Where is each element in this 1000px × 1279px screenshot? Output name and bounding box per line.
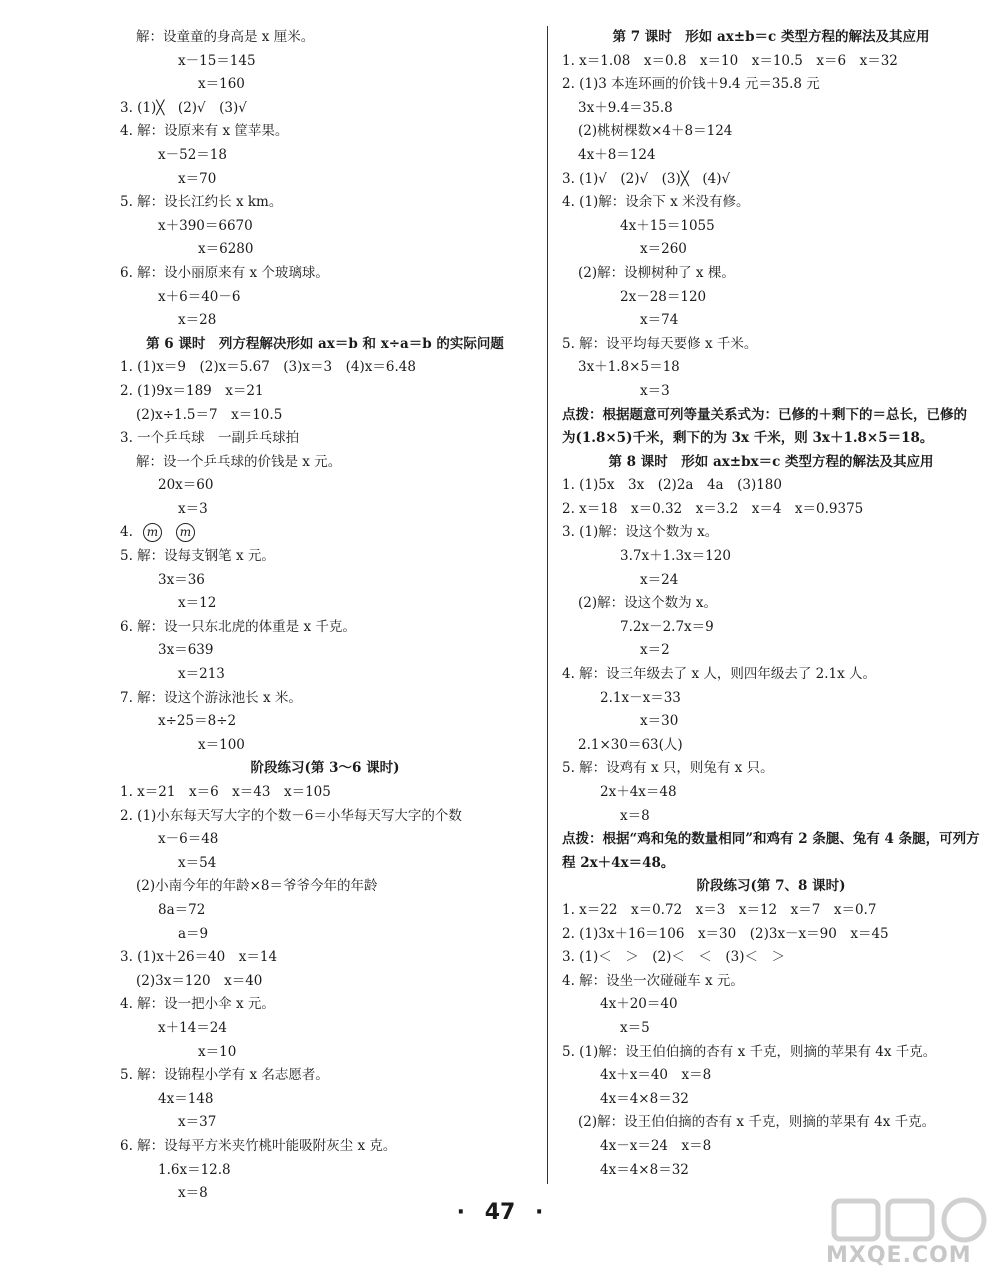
answer-line: 2. (1)9x＝189 x＝21 bbox=[120, 382, 264, 399]
answer-line: x＝6280 bbox=[198, 241, 254, 258]
page-dot-right: · bbox=[534, 1200, 544, 1225]
answer-line: 4x＝148 bbox=[158, 1090, 214, 1107]
answer-line: x＝160 bbox=[198, 76, 245, 93]
answer-line: (2)桃树棵数×4＋8＝124 bbox=[578, 123, 733, 140]
answer-line: 3.7x＋1.3x＝120 bbox=[620, 548, 731, 565]
answer-number: 4. bbox=[120, 524, 133, 541]
answer-line: a＝9 bbox=[178, 925, 209, 942]
answer-line: 3x＋1.8×5＝18 bbox=[578, 359, 680, 376]
answer-line: x＝37 bbox=[178, 1114, 217, 1131]
answer-line: x＝5 bbox=[620, 1019, 650, 1036]
section-heading: 第 8 课时 形如 ax±bx＝c 类型方程的解法及其应用 bbox=[608, 453, 934, 470]
answer-line: 2x＋4x＝48 bbox=[600, 784, 677, 800]
answer-line: (2)解：设这个数为 x。 bbox=[578, 595, 718, 612]
answer-line: (2)x÷1.5＝7 x＝10.5 bbox=[136, 406, 283, 423]
answer-line: (2)小南今年的年龄×8＝爷爷今年的年龄 bbox=[136, 878, 378, 895]
answer-line: 1. x＝1.08 x＝0.8 x＝10 x＝10.5 x＝6 x＝32 bbox=[562, 52, 898, 69]
answer-line: 8a＝72 bbox=[158, 901, 206, 918]
answer-line: 4x＝4×8＝32 bbox=[600, 1090, 689, 1107]
answer-line: 5. 解：设平均每天要修 x 千米。 bbox=[562, 335, 758, 352]
answer-line: 5. 解：设锦程小学有 x 名志愿者。 bbox=[120, 1067, 329, 1084]
answer-line: 6. 解：设每平方米夹竹桃叶能吸附灰尘 x 克。 bbox=[120, 1137, 397, 1154]
answer-line: 5. 解：设鸡有 x 只，则兔有 x 只。 bbox=[562, 760, 774, 777]
answer-line: 3x＋9.4＝35.8 bbox=[578, 99, 673, 116]
answer-line: x＝100 bbox=[198, 736, 245, 753]
answer-line: 3. (1)√ (2)√ (3)╳ (4)√ bbox=[562, 170, 731, 187]
answer-line: 4. 解：设一把小伞 x 元。 bbox=[120, 996, 275, 1013]
section-heading: 第 7 课时 形如 ax±b＝c 类型方程的解法及其应用 bbox=[612, 29, 930, 45]
answer-line: 2. (1)3x＋16＝106 x＝30 (2)3x－x＝90 x＝45 bbox=[562, 925, 889, 942]
answer-line: 解：设童童的身高是 x 厘米。 bbox=[136, 29, 315, 45]
answer-line: 2.1x－x＝33 bbox=[600, 689, 681, 706]
answer-line: 3. (1)╳ (2)√ (3)√ bbox=[120, 99, 247, 116]
answer-line: x＝24 bbox=[640, 571, 679, 588]
answer-line: x＝28 bbox=[178, 312, 217, 329]
answer-line: 4. 解：设坐一次碰碰车 x 元。 bbox=[562, 972, 744, 989]
answer-line: 6. 解：设小丽原来有 x 个玻璃球。 bbox=[120, 264, 329, 281]
answer-line: 4x＝4×8＝32 bbox=[600, 1161, 689, 1178]
answer-line: 3. (1)解：设这个数为 x。 bbox=[562, 524, 719, 541]
answer-line bbox=[120, 521, 530, 545]
answer-line: x＝8 bbox=[178, 1185, 208, 1202]
answer-line: 5. 解：设长江约长 x km。 bbox=[120, 194, 283, 211]
answer-line: x－6＝48 bbox=[158, 831, 219, 848]
answer-line: 7. 解：设这个游泳池长 x 米。 bbox=[120, 689, 302, 706]
answer-line: 2. x＝18 x＝0.32 x＝3.2 x＝4 x＝0.9375 bbox=[562, 500, 864, 517]
answer-line: 1. (1)x＝9 (2)x＝5.67 (3)x＝3 (4)x＝6.48 bbox=[120, 359, 416, 376]
answer-line: 20x＝60 bbox=[158, 477, 214, 494]
watermark bbox=[826, 1195, 996, 1275]
answer-line: 4. (1)解：设余下 x 米没有修。 bbox=[562, 194, 750, 211]
right-column bbox=[562, 26, 980, 1182]
answer-line: x＝30 bbox=[640, 713, 679, 730]
answer-line: x－52＝18 bbox=[158, 146, 227, 163]
answer-line: 2. (1)小东每天写大字的个数－6＝小华每天写大字的个数 bbox=[120, 807, 462, 824]
answer-line: 2.1×30＝63(人) bbox=[578, 736, 683, 753]
answer-line: 4x＋15＝1055 bbox=[620, 217, 715, 234]
answer-line: x＝8 bbox=[620, 807, 650, 824]
page-dot-left: · bbox=[456, 1200, 466, 1225]
answer-line: 2. (1)3 本连环画的价钱＋9.4 元＝35.8 元 bbox=[562, 76, 820, 93]
page-number-text: 47 bbox=[484, 1200, 516, 1225]
answer-line: x＝260 bbox=[640, 241, 687, 258]
section-heading: 阶段练习(第 3～6 课时) bbox=[250, 760, 400, 777]
answer-line: 5. 解：设每支钢笔 x 元。 bbox=[120, 548, 275, 565]
answer-line: 1.6x＝12.8 bbox=[158, 1161, 231, 1178]
answer-line: 解：设一个乒乓球的价钱是 x 元。 bbox=[136, 453, 342, 470]
answer-line: 3x＝639 bbox=[158, 642, 214, 659]
answer-line: x＋6＝40－6 bbox=[158, 288, 241, 305]
section-heading: 第 6 课时 列方程解决形如 ax＝b 和 x÷a＝b 的实际问题 bbox=[146, 335, 504, 352]
answer-line: (2)3x＝120 x＝40 bbox=[136, 972, 263, 989]
answer-line: x＝70 bbox=[178, 170, 217, 187]
answer-line: x＝213 bbox=[178, 666, 225, 683]
answer-line: 3. (1)x＋26＝40 x＝14 bbox=[120, 949, 278, 966]
left-column bbox=[120, 26, 530, 1206]
answer-line: 4x＋20＝40 bbox=[600, 996, 678, 1013]
column-divider bbox=[547, 26, 548, 1184]
answer-line: 1. x＝21 x＝6 x＝43 x＝105 bbox=[120, 784, 331, 800]
answer-line: 3. 一个乒乓球 一副乒乓球拍 bbox=[120, 430, 300, 447]
answer-line: x＋390＝6670 bbox=[158, 217, 253, 234]
answer-line: (2)解：设王伯伯摘的杏有 x 千克，则摘的苹果有 4x 千克。 bbox=[578, 1114, 936, 1131]
answer-line: 3. (1)＜ ＞ (2)＜ ＜ (3)＜ ＞ bbox=[562, 949, 786, 966]
answer-line: 1. x＝22 x＝0.72 x＝3 x＝12 x＝7 x＝0.7 bbox=[562, 901, 877, 918]
answer-line: 1. (1)5x 3x (2)2a 4a (3)180 bbox=[562, 477, 782, 494]
section-heading: 阶段练习(第 7、8 课时) bbox=[696, 878, 846, 895]
circled-letter: m bbox=[143, 523, 162, 542]
answer-line: x＝10 bbox=[198, 1043, 237, 1060]
answer-line: 6. 解：设一只东北虎的体重是 x 千克。 bbox=[120, 618, 356, 635]
answer-line: x＝54 bbox=[178, 854, 217, 871]
answer-line: 7.2x－2.7x＝9 bbox=[620, 618, 714, 635]
watermark-logo-icon bbox=[826, 1195, 996, 1245]
answer-line: 3x＝36 bbox=[158, 571, 205, 588]
answer-line: 2x－28＝120 bbox=[620, 288, 707, 305]
answer-line: 4. 解：设原来有 x 筐苹果。 bbox=[120, 123, 289, 140]
watermark-text: MXQE.COM bbox=[826, 1243, 972, 1268]
answer-line: x÷25＝8÷2 bbox=[158, 713, 237, 730]
answer-line: 4x＋x＝40 x＝8 bbox=[600, 1067, 712, 1084]
answer-line: x－15＝145 bbox=[178, 52, 256, 69]
answer-line: x＝74 bbox=[640, 312, 679, 329]
answer-line: 4. 解：设三年级去了 x 人，则四年级去了 2.1x 人。 bbox=[562, 666, 877, 683]
tip-paragraph: 点拨：根据题意可列等量关系式为：已修的＋剩下的＝总长，已修的为(1.8×5)千米，剩下的为 3x 千米，则 3x＋1.8×5＝18。 bbox=[562, 406, 967, 447]
answer-line: 4x＋8＝124 bbox=[578, 146, 656, 163]
answer-line: x＋14＝24 bbox=[158, 1019, 227, 1036]
answer-line: x＝3 bbox=[178, 500, 208, 517]
answer-line: 5. (1)解：设王伯伯摘的杏有 x 千克，则摘的苹果有 4x 千克。 bbox=[562, 1043, 937, 1060]
answer-line: x＝12 bbox=[178, 595, 217, 612]
answer-line: x＝2 bbox=[640, 642, 670, 659]
circled-letter: m bbox=[176, 523, 195, 542]
answer-line: 4x－x＝24 x＝8 bbox=[600, 1137, 712, 1154]
answer-line: x＝3 bbox=[640, 382, 670, 399]
answer-line: (2)解：设柳树种了 x 棵。 bbox=[578, 264, 735, 281]
tip-paragraph: 点拨：根据“鸡和兔的数量相同”和鸡有 2 条腿、兔有 4 条腿，可列方程 2x＋4x＝48。 bbox=[562, 831, 980, 871]
